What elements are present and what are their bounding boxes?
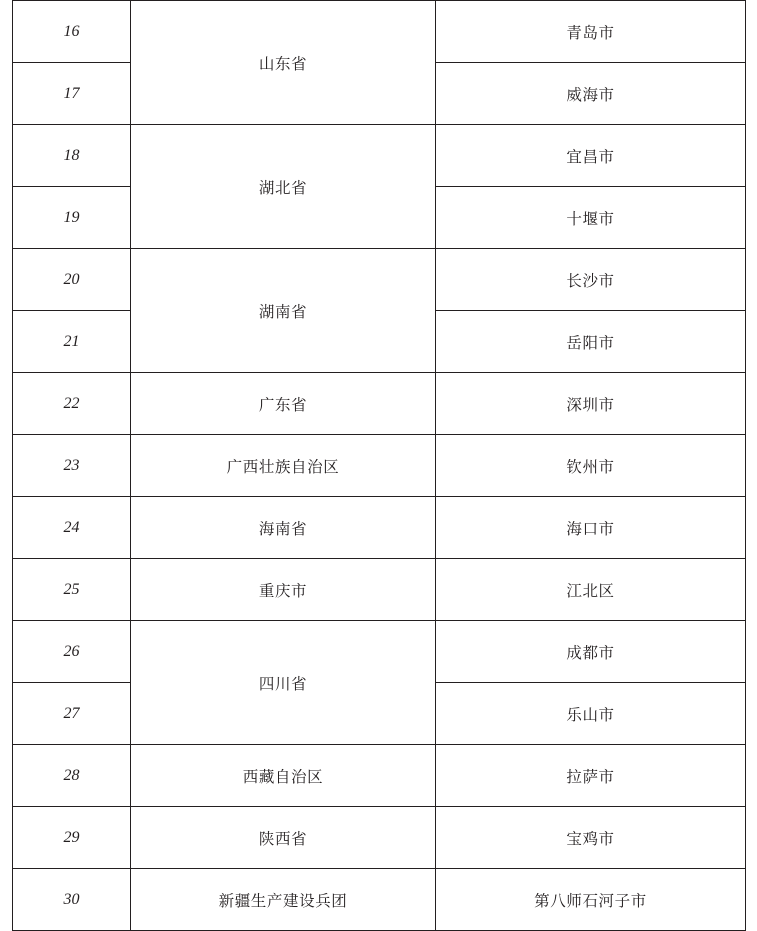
table-row <box>13 869 746 931</box>
row-index-cell: 23 <box>13 435 131 497</box>
table-row <box>13 435 746 497</box>
province-cell: 海南省 <box>131 497 436 559</box>
table-row <box>13 621 746 683</box>
table-row <box>13 125 746 187</box>
province-cell: 湖北省 <box>131 125 436 249</box>
table-row <box>13 807 746 869</box>
row-index-cell: 18 <box>13 125 131 187</box>
province-cell: 新疆生产建设兵团 <box>131 869 436 931</box>
city-cell: 十堰市 <box>436 187 746 249</box>
city-cell: 长沙市 <box>436 249 746 311</box>
province-cell: 山东省 <box>131 1 436 125</box>
table-row <box>13 249 746 311</box>
city-cell: 成都市 <box>436 621 746 683</box>
row-index-cell: 30 <box>13 869 131 931</box>
table-row <box>13 559 746 621</box>
city-cell: 宜昌市 <box>436 125 746 187</box>
city-cell: 拉萨市 <box>436 745 746 807</box>
row-index-cell: 20 <box>13 249 131 311</box>
row-index-cell: 25 <box>13 559 131 621</box>
city-cell: 威海市 <box>436 63 746 125</box>
row-index-cell: 29 <box>13 807 131 869</box>
region-list-table <box>12 0 746 931</box>
city-cell: 第八师石河子市 <box>436 869 746 931</box>
province-cell: 湖南省 <box>131 249 436 373</box>
province-cell: 四川省 <box>131 621 436 745</box>
table-row <box>13 497 746 559</box>
city-cell: 海口市 <box>436 497 746 559</box>
city-cell: 宝鸡市 <box>436 807 746 869</box>
city-cell: 深圳市 <box>436 373 746 435</box>
city-cell: 乐山市 <box>436 683 746 745</box>
province-cell: 陕西省 <box>131 807 436 869</box>
province-cell: 广西壮族自治区 <box>131 435 436 497</box>
table-row <box>13 373 746 435</box>
row-index-cell: 21 <box>13 311 131 373</box>
row-index-cell: 17 <box>13 63 131 125</box>
city-cell: 青岛市 <box>436 1 746 63</box>
row-index-cell: 28 <box>13 745 131 807</box>
city-cell: 岳阳市 <box>436 311 746 373</box>
row-index-cell: 16 <box>13 1 131 63</box>
row-index-cell: 24 <box>13 497 131 559</box>
row-index-cell: 27 <box>13 683 131 745</box>
city-cell: 钦州市 <box>436 435 746 497</box>
province-cell: 西藏自治区 <box>131 745 436 807</box>
table-row <box>13 1 746 63</box>
city-cell: 江北区 <box>436 559 746 621</box>
row-index-cell: 19 <box>13 187 131 249</box>
province-cell: 重庆市 <box>131 559 436 621</box>
province-cell: 广东省 <box>131 373 436 435</box>
row-index-cell: 22 <box>13 373 131 435</box>
row-index-cell: 26 <box>13 621 131 683</box>
table-body <box>13 1 746 931</box>
table-row <box>13 745 746 807</box>
